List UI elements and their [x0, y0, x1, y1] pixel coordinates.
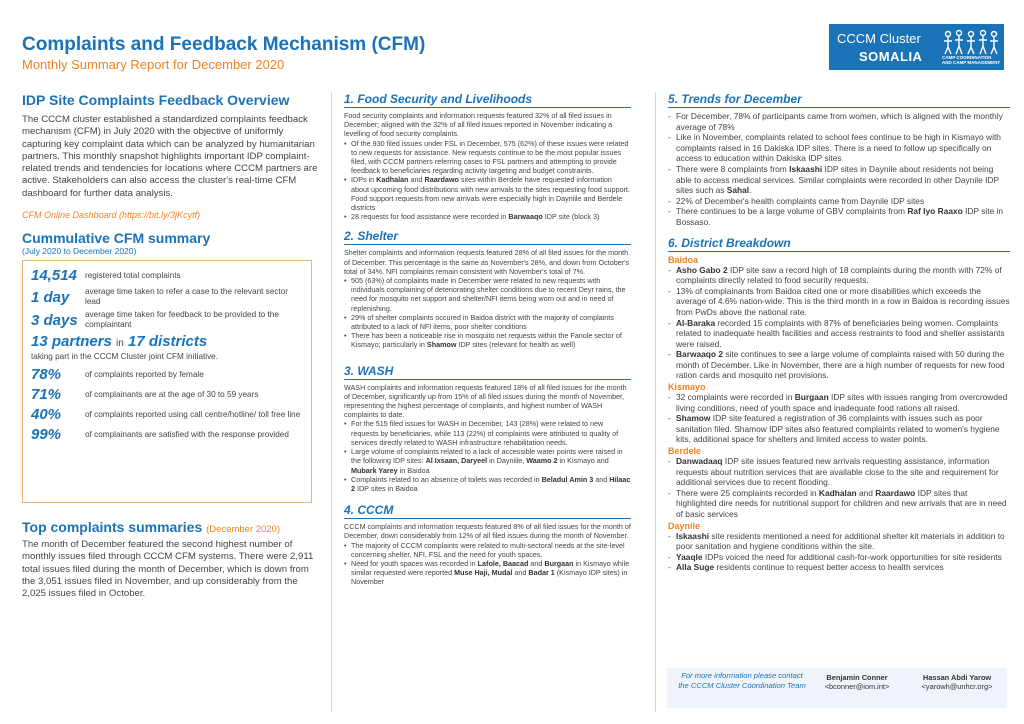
list-item: - Al-Baraka recorded 15 complaints with 87% of beneficiaries being women. Complaints related to inadequate health facilities and access restraints to food and shelter assistants were raised.	[668, 318, 1010, 350]
wash-bullets	[344, 419, 631, 493]
report-header	[0, 0, 1024, 88]
stat-row	[31, 366, 303, 383]
food-intro: Food security complaints and information requests featured 32% of all filed issues in December; aligned with the 32% of all filed issues reported in November indicating a levelling of food security complaints.	[344, 111, 613, 139]
daynile-list	[668, 531, 1010, 573]
stat-value: 3 days	[31, 311, 78, 329]
cumulative-period: (July 2020 to December 2020)	[22, 246, 137, 257]
list-item: - Like in November, complaints related to school fees continue to be high in Kismayo with complaints raised in 16 Dakiska IDP sites. There is a need to follow up specifically on access to education within Dakiska IDP sites	[668, 132, 1010, 164]
contact-email[interactable]: <bconner@iom.int>	[824, 682, 890, 692]
stat-label: of complaints reported by female	[85, 369, 204, 379]
list-item: • 29% of shelter complaints occured in Baidoa district with the majority of complaints attributed to a lack of NFI items, poor shelter conditions	[344, 313, 631, 331]
stat-value: 71%	[31, 386, 62, 404]
list-item: - Shamow IDP site featured a registration of 36 complaints with issues such as poor sanitation filed. Shamow IDP sites also featured complaints related to women's hygiene kits, additional space for shelters and limited access to water points.	[668, 413, 1010, 445]
stat-row	[31, 310, 303, 330]
shelter-heading: 2. Shelter	[344, 229, 631, 245]
trends-list	[668, 111, 1010, 228]
contact-2	[912, 673, 1002, 691]
list-item: - For December, 78% of participants came from women, which is aligned with the monthly average of 78%	[668, 111, 1010, 132]
list-item: - Yaaqle IDPs voiced the need for additional cash-for-work opportunities for site residents	[668, 552, 1010, 563]
stat-value: 78%	[31, 366, 62, 384]
top-complaints-heading	[22, 519, 319, 535]
stat-value: 40%	[31, 406, 62, 424]
list-item: • Of the 930 filed issues under FSL in December, 575 (62%) of these issues were related to new requests for assistance. New requests continue to be the most popular issues filed, with CCCM partners referring cases to FSL partners and attempting to provide feedback to beneficiaries regarding activity targeting and budget constraints.	[344, 139, 631, 176]
people-icon	[942, 29, 1000, 55]
wash-heading: 3. WASH	[344, 364, 631, 380]
cumulative-heading: Cummulative CFM summary	[22, 230, 211, 247]
list-item: - 32 complaints were recorded in Burgaan IDP sites with issues ranging from overcrowded living conditions, need of youth space and inadequate food rations all raised.	[668, 392, 1010, 413]
list-item: • Complaints related to an absence of toilets was recorded in Beladul Amin 3 and Hilaac 2 IDP sites in Baidoa	[344, 475, 631, 493]
list-item: - There continues to be a large volume of GBV complaints from Raf Iyo Raaxo IDP site in Bossaso.	[668, 206, 1010, 227]
food-bullets	[344, 139, 631, 222]
stat-label: registered total complaints	[85, 270, 181, 280]
stat-value: 1 day	[31, 288, 70, 306]
stat-value: 99%	[31, 426, 62, 444]
shelter-bullets	[344, 276, 631, 350]
logo-line2: SOMALIA	[859, 49, 923, 64]
top-period: (December 2020)	[206, 524, 281, 536]
list-item: - 13% of complainants from Baidoa cited one or more disabilities which exceeds the average of 4.6% nation-wide. This is the third month in a row in Baidoa is recording issues from PwDs above the national rate.	[668, 286, 1010, 318]
list-item: - Iskaashi site residents mentioned a need for additional shelter kit materials in addition to poor sanitation and hygiene conditions within the site.	[668, 531, 1010, 552]
district-daynile: Daynile	[668, 520, 701, 531]
contact-footer	[667, 668, 1007, 708]
list-item: • Need for youth spaces was recorded in Lafole, Baacad and Burgaan in Kismayo while similar requested were reported Muse Haji, Mudal and Badar 1 (Kismayo IDP sites) in November	[344, 559, 631, 587]
district-heading: 6. District Breakdown	[668, 236, 1010, 252]
top-heading-text: Top complaints summaries	[22, 519, 203, 536]
stat-row	[31, 267, 303, 284]
stat-row	[31, 406, 303, 423]
left-column	[22, 92, 319, 601]
contact-name: Benjamin Conner	[826, 673, 888, 682]
list-item: - There were 25 complaints recorded in Kadhalan and Raardawo IDP sites that highlighted dire needs for nutritional support for children and new arrivals that are in need of basic services	[668, 488, 1010, 520]
trends-heading: 5. Trends for December	[668, 92, 1010, 108]
kismayo-list	[668, 392, 1010, 445]
list-item: • The majority of CCCM complaints were related to multi-sectoral needs at the site-level concerning shelter, NFI, FSL and the need for youth spaces.	[344, 541, 631, 559]
district-baidoa: Baidoa	[668, 254, 699, 265]
partners-in: in	[116, 338, 124, 350]
list-item: - There were 8 complaints from Iskaashi IDP sites in Daynile about residents not being able to access medical services. Similar complaints were recorded in other Daynile IDP sites such as Sahal.	[668, 164, 1010, 196]
district-kismayo: Kismayo	[668, 382, 706, 393]
stat-label: of complainants are satisfied with the response provided	[85, 429, 289, 439]
logo-line1: CCCM Cluster	[837, 31, 921, 46]
partners-note: taking part in the CCCM Cluster joint CFM initiative.	[31, 352, 219, 362]
berdele-list	[668, 456, 1010, 520]
stat-label: of complaints reported using call centre/hotline/ toll free line	[85, 409, 301, 419]
list-item: - Alla Suge residents continue to request better access to health services	[668, 562, 1010, 573]
stat-row	[31, 287, 303, 307]
stat-label: average time taken to refer a case to the relevant sector lead	[85, 287, 288, 307]
cumulative-stats-box	[22, 260, 312, 503]
district-berdele: Berdele	[668, 446, 702, 457]
list-item: • There has been a noticeable rise in mosquito net requests within the Fanole sector of Kismayo; particularly in Shamow IDP sites (relevant for health as well)	[344, 331, 631, 349]
stat-value: 14,514	[31, 267, 77, 285]
list-item: • Large volume of complaints related to a lack of accessible water points were raised in the following IDP sites: Al Ixsaan, Daryeel in Dayniile, Waamo 2 in Kismayo and Mubark Yarey in Baidoa	[344, 447, 631, 475]
cccm-bullets	[344, 541, 631, 587]
partners-stat	[31, 333, 303, 350]
logo-tagline: CAMP COORDINATION AND CAMP MANAGEMENT	[942, 55, 1001, 65]
districts-value: 17 districts	[128, 333, 208, 351]
report-subtitle: Monthly Summary Report for December 2020	[22, 57, 285, 72]
stat-row	[31, 426, 303, 443]
middle-column	[331, 92, 631, 712]
dashboard-link[interactable]: CFM Online Dashboard (https://bit.ly/3jKcytf)	[22, 210, 201, 221]
wash-intro: WASH complaints and information requests featured 18% of all filed issues for the month of December, significantly up from 15% of all filed issues during the month of November, representing the highest percentage of complaints, and highest number of WASH complaints to date.	[344, 382, 627, 420]
cccm-heading: 4. CCCM	[344, 503, 631, 519]
stat-row	[31, 386, 303, 403]
contact-email[interactable]: <yarowh@unhcr.org>	[921, 682, 993, 692]
footer-info: For more information please contact the CCCM Cluster Coordination Team	[678, 671, 806, 690]
food-heading: 1. Food Security and Livelihoods	[344, 92, 631, 108]
cccm-intro: CCCM complaints and information requests featured 8% of all filed issues for the month of December, down considerably from 12% of all filed issues during the month of November.	[344, 522, 631, 541]
list-item: • IDPs in Kadhalan and Raardawo sites within Berdele have requested information about upcoming food distributions with new arrivals to the sites requesting food support. Food support requests from new arrivals were especially high in Dayniile and Berdele districts	[344, 175, 631, 212]
contact-name: Hassan Abdi Yarow	[922, 673, 992, 682]
overview-text: The CCCM cluster established a standardized complaints feedback mechanism (CFM) in July 2020 with the objective of uniformly capturing key complaint data which can be analyzed by humanitarian partners. This monthly snapshot highlights important IDP complaint-related trends and tendencies for locations where CCCM partners are active. Stakeholders can also access the cluster's real-time CFM dashboard for further data analysis.	[22, 114, 318, 199]
partners-value: 13 partners	[31, 333, 112, 351]
shelter-intro: Shelter complaints and information requests featured 28% of all filed issues for the month of December. This percentage is the same as November's 28%, and down from October's total of 34%. NFI complaints remain consistent with November's total of 7%.	[344, 248, 630, 276]
list-item: - Barwaaqo 2 site continues to see a large volume of complaints raised with 50 during the month of December. Like in November, there are a high number of requests for new food ration cards and mosquito net provisions.	[668, 349, 1010, 381]
list-item: - 22% of December's health complaints came from Daynile IDP sites	[668, 196, 1010, 207]
baidoa-list	[668, 265, 1010, 382]
overview-heading: IDP Site Complaints Feedback Overview	[22, 92, 290, 108]
top-complaints-text: The month of December featured the second highest number of monthly issues filed through CCCM CFM systems. There were 2,911 total issues filed during the month of December, which is down from the 3,051 issues filed in November, and up considerably from the 2,025 issues filed in October.	[22, 539, 314, 600]
report-title: Complaints and Feedback Mechanism (CFM)	[22, 34, 426, 55]
list-item: • For the 515 filed issues for WASH in December, 143 (28%) were related to new requests by beneficiaries, while 113 (22%) of complaints were attributed to quality of services directly related to WASH infrastructure rehabilitation needs.	[344, 419, 631, 447]
contact-1	[817, 673, 897, 691]
list-item: - Danwadaaq IDP site issues featured new arrivals requesting assistance, information requests about nutrition services that are available close to the site and requirement for additional services due to recent flooding.	[668, 456, 1010, 488]
stat-label: average time taken for feedback to be provided to the complaintant	[85, 310, 279, 330]
list-item: • 505 (63%) of complaints made in December were related to new requests with individuals complaining of deteriorating shelter conditions due to recent Deyr rains, the need for mosquito net support and shelter/NFI items being worn out and in need of replenishing.	[344, 276, 631, 313]
cccm-logo	[829, 24, 1004, 70]
list-item: - Asho Gabo 2 IDP site saw a record high of 18 complaints during the month with 72% of complaints directly related to food security requests.	[668, 265, 1010, 286]
list-item: • 28 requests for food assistance were recorded in Barwaaqo IDP site (block 3)	[344, 212, 631, 221]
right-column	[655, 92, 1010, 712]
stat-label: of complainants are at the age of 30 to 59 years	[85, 389, 259, 399]
